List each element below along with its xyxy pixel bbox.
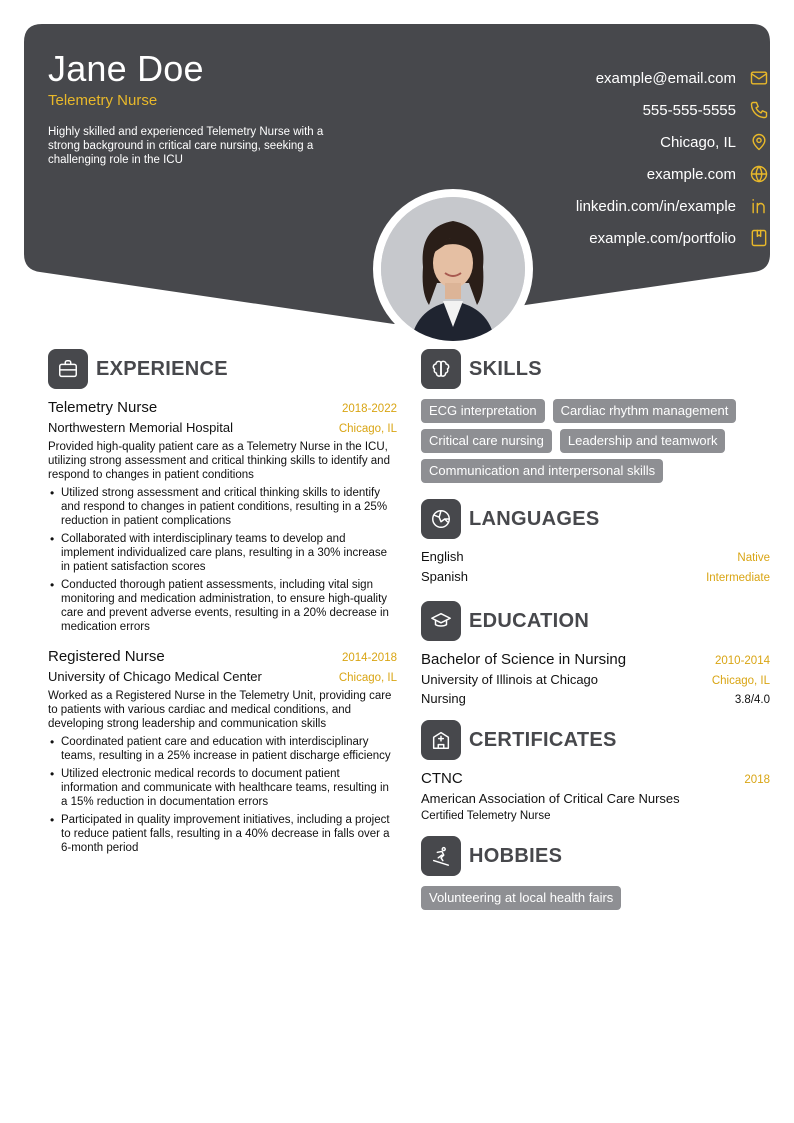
hospital-icon	[421, 720, 461, 760]
contact-website[interactable]	[450, 158, 770, 190]
job-location: Chicago, IL	[338, 672, 397, 684]
language-level: Intermediate	[706, 572, 770, 584]
job-achievements	[48, 735, 397, 855]
contact-location	[450, 126, 770, 158]
skiing-icon	[421, 836, 461, 876]
experience-entry	[48, 399, 397, 634]
achievement-item: • Coordinated patient care and education with interdisciplinary teams, resulting in a 25% increase in patient discharge efficiency	[48, 735, 397, 763]
profile-photo	[381, 197, 525, 341]
portfolio-text[interactable]: example.com/portfolio	[589, 229, 736, 247]
location-pin-icon	[748, 131, 770, 153]
job-description: Worked as a Registered Nurse in the Telemetry Unit, providing care to patients with various cardiac and medical conditions, and developing strong leadership and communication skills	[48, 690, 392, 730]
linkedin-text[interactable]: linkedin.com/in/example	[575, 197, 736, 215]
job-title: Telemetry Nurse	[48, 92, 158, 109]
graduation-cap-icon	[421, 601, 461, 641]
education-dates: 2010-2014	[715, 655, 770, 667]
phone-icon	[748, 99, 770, 121]
hobbies-list	[421, 886, 770, 910]
profile-summary: Highly skilled and experienced Telemetry Nurse with a strong background in critical care nursing, seeking a challenging role in the ICU	[48, 126, 324, 166]
hobbies-header	[421, 836, 770, 876]
achievement-item: • Participated in quality improvement initiatives, including a project to reduce patient falls, resulting in a 40% decrease in falls over a 6-month period	[48, 813, 397, 855]
mail-icon	[748, 67, 770, 89]
achievement-item: • Conducted thorough patient assessments, including vital sign monitoring and medication administration, to ensure high-quality care and prevent adverse events, resulting in a 20% decrease in medication errors	[48, 578, 397, 634]
job-employer: Northwestern Memorial Hospital	[48, 420, 233, 435]
language-item	[421, 549, 770, 569]
languages-title: LANGUAGES	[469, 507, 600, 530]
job-dates: 2018-2022	[342, 403, 397, 415]
skill-chip: Critical care nursing	[421, 429, 552, 453]
certificate-issuer: American Association of Critical Care Nurses	[421, 791, 680, 806]
job-location: Chicago, IL	[338, 423, 397, 435]
skill-chip: Communication and interpersonal skills	[421, 459, 663, 483]
gpa: 3.8/4.0	[734, 694, 770, 706]
certificate-detail: Certified Telemetry Nurse	[421, 810, 551, 822]
phone-text[interactable]: 555-555-5555	[642, 101, 736, 119]
hobbies-title: HOBBIES	[469, 844, 563, 867]
briefcase-icon	[48, 349, 88, 389]
job-achievements	[48, 486, 397, 634]
linkedin-icon	[748, 195, 770, 217]
skills-list	[421, 399, 770, 483]
hobby-chip: Volunteering at local health fairs	[421, 886, 621, 910]
right-column	[421, 349, 770, 922]
contact-email[interactable]	[450, 62, 770, 94]
job-role: Telemetry Nurse	[48, 399, 158, 416]
field-of-study: Nursing	[421, 691, 466, 706]
profile-photo-frame	[373, 189, 533, 349]
certificate-entry	[421, 770, 770, 822]
job-role: Registered Nurse	[48, 648, 165, 665]
language-level: Native	[737, 552, 770, 564]
education-title: EDUCATION	[469, 609, 590, 632]
portfolio-icon	[748, 227, 770, 249]
skills-header	[421, 349, 770, 389]
achievement-item: • Collaborated with interdisciplinary teams to develop and implement individualized care plans, resulting in a 30% increase in patient satisfaction scores	[48, 532, 397, 574]
achievement-item: • Utilized electronic medical records to document patient information and communicate with healthcare teams, resulting in a 15% reduction in documentation errors	[48, 767, 397, 809]
language-name: Spanish	[421, 569, 468, 584]
school: University of Illinois at Chicago	[421, 672, 599, 687]
experience-entry	[48, 648, 397, 855]
email-text[interactable]: example@email.com	[595, 69, 736, 87]
job-employer: University of Chicago Medical Center	[48, 669, 262, 684]
experience-title: EXPERIENCE	[96, 357, 228, 380]
certificates-header	[421, 720, 770, 760]
brain-icon	[421, 349, 461, 389]
certificate-year: 2018	[744, 774, 770, 786]
job-description: Provided high-quality patient care as a Telemetry Nurse in the ICU, utilizing strong assessment and critical thinking skills to identify and respond to changes in patient conditions	[48, 441, 390, 481]
globe-network-icon	[421, 499, 461, 539]
language-item	[421, 569, 770, 589]
degree: Bachelor of Science in Nursing	[421, 651, 627, 668]
languages-header	[421, 499, 770, 539]
left-column	[48, 349, 397, 869]
globe-icon	[748, 163, 770, 185]
skill-chip: ECG interpretation	[421, 399, 545, 423]
experience-header	[48, 349, 397, 389]
skill-chip: Cardiac rhythm management	[553, 399, 737, 423]
achievement-item: • Utilized strong assessment and critical thinking skills to identify and respond to changes in patient conditions, resulting in a 25% reduction in patient complications	[48, 486, 397, 528]
certificate-name: CTNC	[421, 770, 463, 787]
skills-title: SKILLS	[469, 357, 542, 380]
education-entry	[421, 651, 770, 706]
contact-phone[interactable]	[450, 94, 770, 126]
school-location: Chicago, IL	[711, 675, 770, 687]
skill-chip: Leadership and teamwork	[560, 429, 726, 453]
education-header	[421, 601, 770, 641]
certificates-title: CERTIFICATES	[469, 728, 617, 751]
candidate-name: Jane Doe	[48, 48, 204, 89]
language-name: English	[421, 549, 464, 564]
location-text: Chicago, IL	[660, 133, 736, 151]
website-text[interactable]: example.com	[646, 165, 736, 183]
job-dates: 2014-2018	[342, 652, 397, 664]
